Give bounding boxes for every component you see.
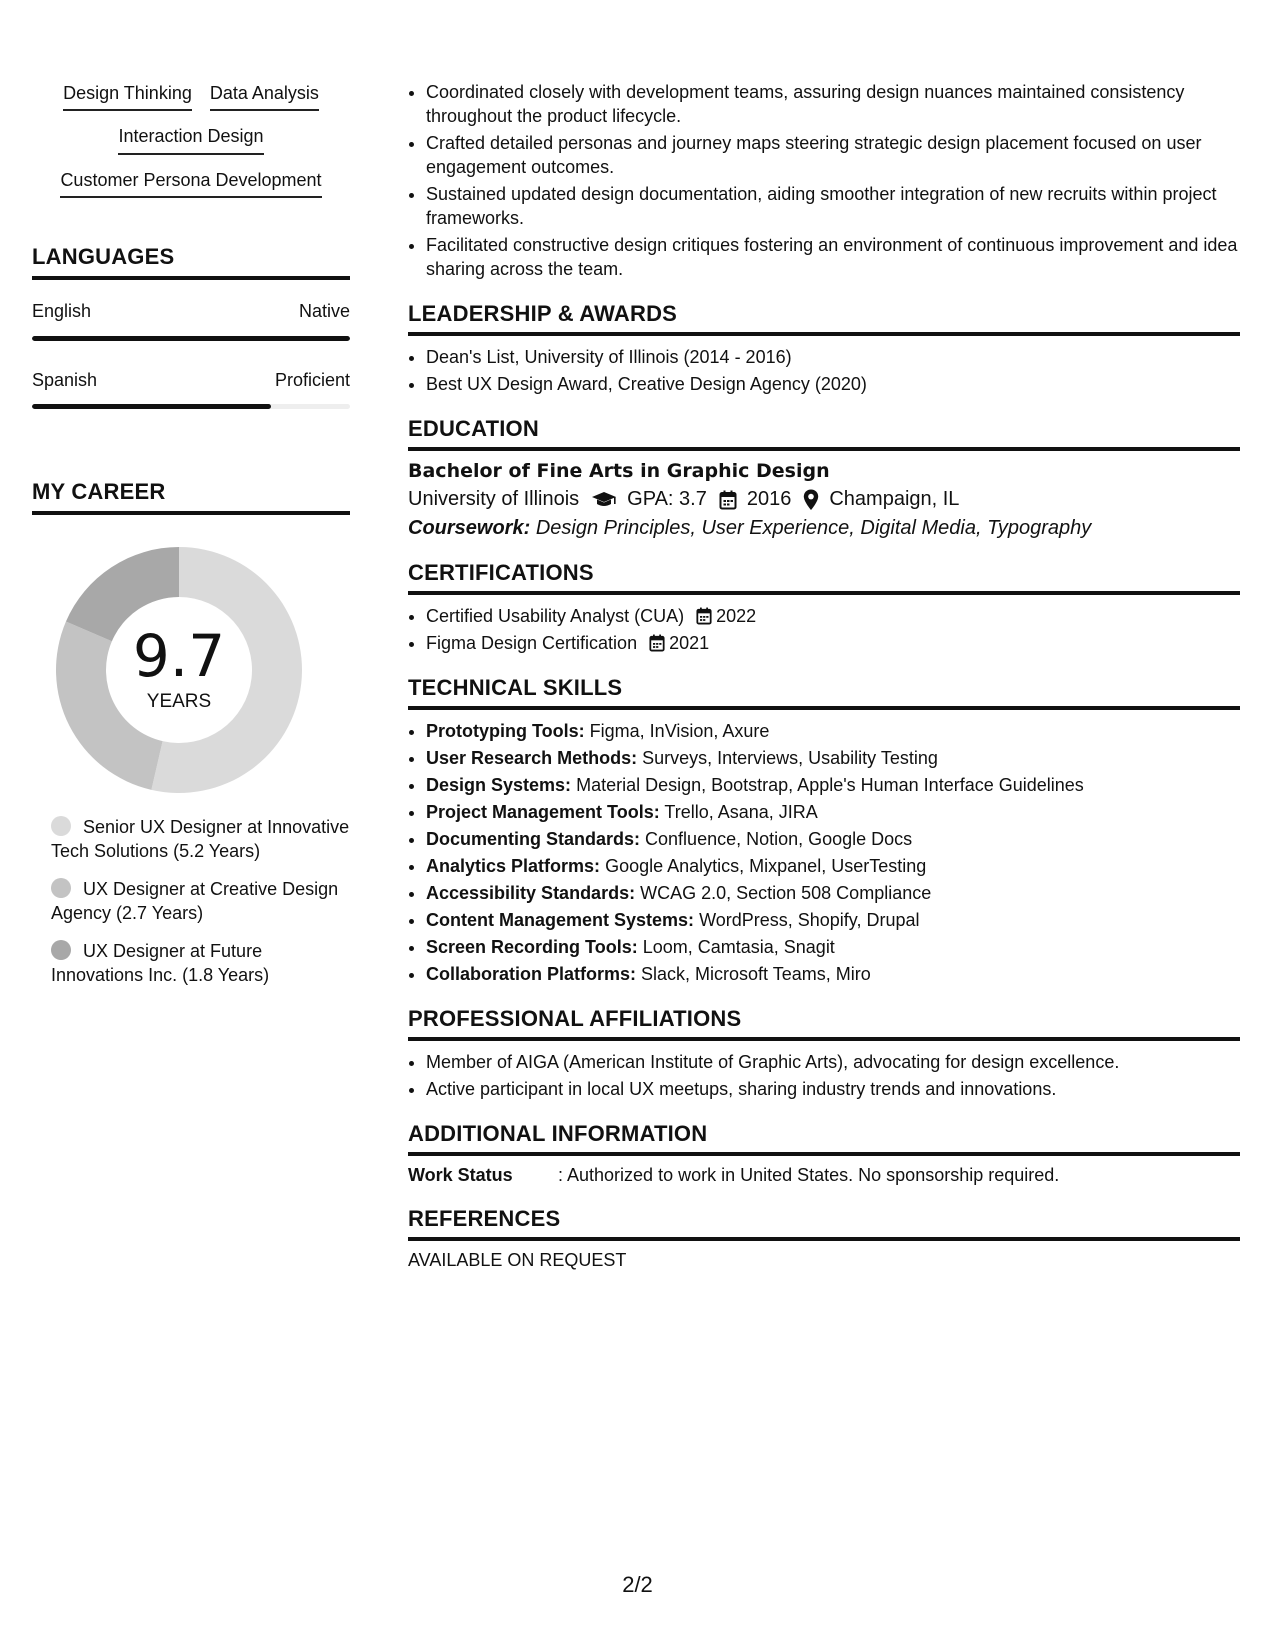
technical-skill-item [426, 800, 1240, 824]
skill-values: Material Design, Bootstrap, Apple's Human Interface Guidelines [576, 775, 1084, 795]
legend-dot [51, 940, 71, 960]
technical-skills-heading: TECHNICAL SKILLS [408, 675, 1240, 710]
skill-category: Content Management Systems: [426, 910, 695, 930]
leadership-item: • Best UX Design Award, Creative Design Agency (2020) [426, 372, 1240, 396]
legend-item [51, 939, 350, 987]
technical-skill-item [426, 719, 1240, 743]
certification-year: 2022 [716, 606, 757, 626]
calendar-icon [696, 607, 712, 625]
certification-year: 2021 [669, 633, 710, 653]
language-level: Native [298, 301, 350, 322]
technical-skill-item [426, 908, 1240, 932]
technical-skill-item [426, 962, 1240, 986]
certification-item [426, 631, 1240, 655]
experience-bullet: • Facilitated constructive design critiques fostering an environment of continuous improvement and idea sharing across the team. [426, 233, 1240, 281]
skill-category: User Research Methods: [426, 748, 638, 768]
technical-skill-item [426, 746, 1240, 770]
career-legend [32, 815, 350, 987]
work-status-value: : Authorized to work in United States. No sponsorship required. [558, 1165, 1060, 1185]
certifications-heading: CERTIFICATIONS [408, 560, 1240, 595]
language-item [32, 300, 350, 340]
language-item [32, 369, 350, 409]
work-status [408, 1165, 1240, 1186]
certification-name: Figma Design Certification [426, 633, 638, 653]
school-name: University of Illinois [408, 488, 580, 510]
skill-tag: Design Thinking [63, 82, 192, 111]
legend-dot [51, 816, 71, 836]
affiliation-item: • Active participant in local UX meetups, sharing industry trends and innovations. [426, 1077, 1240, 1101]
affiliations-heading: PROFESSIONAL AFFILIATIONS [408, 1006, 1240, 1041]
skill-tag: Customer Persona Development [60, 169, 321, 198]
skill-tag: Data Analysis [210, 82, 319, 111]
language-name: Spanish [32, 369, 98, 390]
skill-values: Trello, Asana, JIRA [664, 802, 818, 822]
coursework-label: Coursework: [408, 517, 531, 539]
left-column [32, 82, 350, 1001]
skill-values: Slack, Microsoft Teams, Miro [641, 964, 871, 984]
career-heading: MY CAREER [32, 479, 350, 515]
skill-values: Figma, InVision, Axure [589, 721, 770, 741]
coursework-list: Design Principles, User Experience, Digital Media, Typography [535, 517, 1092, 539]
skill-values: Google Analytics, Mixpanel, UserTesting [605, 856, 927, 876]
experience-bullet: • Coordinated closely with development teams, assuring design nuances maintained consistency throughout the product lifecycle. [426, 80, 1240, 128]
location-pin-icon [803, 489, 819, 511]
language-name: English [32, 301, 92, 322]
skill-values: Loom, Camtasia, Snagit [642, 937, 835, 957]
education-location: Champaign, IL [829, 488, 960, 510]
languages-heading: LANGUAGES [32, 244, 350, 280]
calendar-icon [649, 634, 665, 652]
legend-item [51, 877, 350, 925]
technical-skills-list [408, 719, 1240, 986]
right-column [408, 80, 1240, 1271]
graduation-cap-icon [591, 491, 617, 509]
legend-item [51, 815, 350, 863]
skill-category: Design Systems: [426, 775, 572, 795]
technical-skill-item [426, 935, 1240, 959]
certifications-list [408, 604, 1240, 655]
language-level-bar [32, 404, 350, 409]
skill-tags [32, 82, 350, 198]
affiliations-list [408, 1050, 1240, 1101]
legend-label: Senior UX Designer at Innovative Tech Solutions (5.2 Years) [51, 816, 350, 861]
language-level-fill [32, 404, 271, 409]
skill-values: Surveys, Interviews, Usability Testing [642, 748, 938, 768]
language-level-bar [32, 336, 350, 341]
page-number: 2/2 [622, 1572, 653, 1597]
skill-category: Documenting Standards: [426, 829, 641, 849]
experience-bullet: • Crafted detailed personas and journey maps steering strategic design placement focused on user engagement outcomes. [426, 131, 1240, 179]
graduation-year: 2016 [746, 488, 792, 510]
degree-title: Bachelor of Fine Arts in Graphic Design [408, 460, 830, 482]
donut-center [56, 547, 302, 793]
technical-skill-item [426, 827, 1240, 851]
legend-label: UX Designer at Creative Design Agency (2.7 Years) [51, 878, 339, 923]
legend-dot [51, 878, 71, 898]
additional-info-heading: ADDITIONAL INFORMATION [408, 1121, 1240, 1156]
references-text: AVAILABLE ON REQUEST [408, 1250, 627, 1270]
skill-category: Project Management Tools: [426, 802, 660, 822]
language-level: Proficient [274, 369, 350, 390]
work-status-label: Work Status [408, 1165, 513, 1185]
certification-name: Certified Usability Analyst (CUA) [426, 606, 685, 626]
leadership-item: • Dean's List, University of Illinois (2014 - 2016) [426, 345, 1240, 369]
career-total-unit: YEARS [146, 690, 212, 712]
education-heading: EDUCATION [408, 416, 1240, 451]
technical-skill-item [426, 773, 1240, 797]
references-heading: REFERENCES [408, 1206, 1240, 1241]
skill-values: Confluence, Notion, Google Docs [645, 829, 913, 849]
gpa: GPA: 3.7 [627, 488, 707, 510]
skill-values: WordPress, Shopify, Drupal [699, 910, 920, 930]
skill-values: WCAG 2.0, Section 508 Compliance [640, 883, 932, 903]
language-level-fill [32, 336, 350, 341]
education-meta [408, 488, 1240, 511]
skill-category: Analytics Platforms: [426, 856, 601, 876]
skill-category: Prototyping Tools: [426, 721, 585, 741]
skill-tag: Interaction Design [118, 125, 263, 154]
career-donut-chart [56, 547, 302, 793]
experience-bullet: • Sustained updated design documentation, aiding smoother integration of new recruits within project frameworks. [426, 182, 1240, 230]
experience-bullets [408, 80, 1240, 281]
coursework [408, 517, 1240, 540]
career-total-years: 9.7 [132, 621, 226, 690]
skill-category: Accessibility Standards: [426, 883, 636, 903]
technical-skill-item [426, 881, 1240, 905]
leadership-heading: LEADERSHIP & AWARDS [408, 301, 1240, 336]
certification-item [426, 604, 1240, 628]
skill-category: Screen Recording Tools: [426, 937, 638, 957]
calendar-icon [719, 490, 737, 510]
affiliation-item: • Member of AIGA (American Institute of Graphic Arts), advocating for design excellence. [426, 1050, 1240, 1074]
technical-skill-item [426, 854, 1240, 878]
leadership-list [408, 345, 1240, 396]
legend-label: UX Designer at Future Innovations Inc. (1.8 Years) [51, 940, 270, 985]
skill-category: Collaboration Platforms: [426, 964, 637, 984]
